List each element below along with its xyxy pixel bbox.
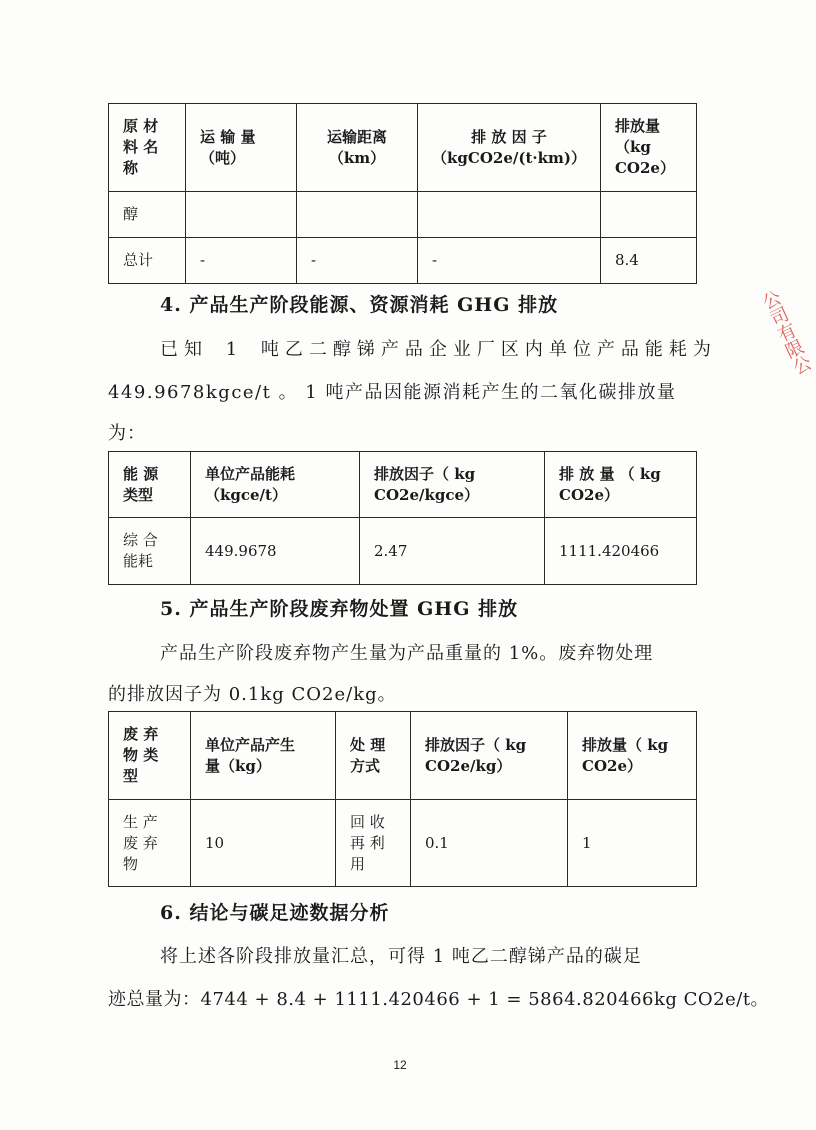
cell-text: 用 [350,854,366,873]
cell-factor: - [418,238,601,284]
header-text: 排放因子（ kg [425,735,527,754]
section-4-paragraph-line: 为： [108,423,146,444]
header-emission-factor [411,712,568,800]
cell-quantity [186,192,297,238]
table-row [109,800,697,887]
cell-text: 再 利 [350,833,385,852]
header-text: 排放量（ kg [582,735,669,754]
cell-text: 废 弃 [123,833,158,852]
cell-text: 能耗 [123,552,154,570]
section-5-heading: 5. 产品生产阶段废弃物处置 GHG 排放 [160,598,519,620]
section-4-paragraph-line: 449.9678kgce/t 。 1 吨产品因能源消耗产生的二氧化碳排放量 [108,382,677,403]
section-4-heading: 4. 产品生产阶段能源、资源消耗 GHG 排放 [160,294,559,316]
waste-disposal-table [108,711,697,887]
header-text: 料 名 [123,138,159,156]
page-number: 12 [393,1058,407,1072]
cell-emission: 8.4 [600,238,696,284]
header-emission-amount [545,452,697,518]
header-treatment [336,712,411,800]
cell-unit-energy: 449.9678 [191,518,360,585]
table-row-total [109,238,697,284]
header-text: CO2e） [614,159,675,177]
header-text: CO2e） [582,756,642,775]
company-seal-stamp [752,287,814,460]
header-text: （km） [328,148,386,167]
header-unit-waste [191,712,336,800]
header-text: （kgce/t） [205,485,287,504]
header-text: 单位产品能耗 [205,464,296,483]
seal-text: 公司有限公 [756,287,814,379]
cell-energy-type [109,518,191,585]
header-text: 处 理 [350,735,386,754]
header-text: 排 放 因 子 [471,127,547,146]
table-row [109,518,697,585]
section-5-paragraph-line: 产品生产阶段废弃物产生量为产品重量的 1%。废弃物处理 [160,643,654,664]
raw-material-transport-table [108,103,697,284]
cell-distance [297,192,418,238]
header-transport-distance [297,104,418,192]
header-emission-factor [418,104,601,192]
header-text: 排放量（kg [614,117,660,156]
header-text: CO2e/kg） [425,756,512,775]
cell-factor: 0.1 [411,800,568,887]
cell-factor: 2.47 [360,518,545,585]
header-text: 类型 [123,485,154,504]
header-material-name [109,104,186,192]
cell-treatment [336,800,411,887]
section-4-paragraph-line: 已知 1 吨乙二醇锑产品企业厂区内单位产品能耗为 [160,339,717,360]
energy-consumption-table [108,451,697,585]
header-unit-energy [191,452,360,518]
table-row [109,192,697,238]
header-text: 方式 [350,756,381,775]
header-emission-factor [360,452,545,518]
cell-emission: 1 [568,800,697,887]
header-text: 运输距离 [326,127,387,146]
header-text: CO2e/kgce） [374,485,480,504]
header-text: 排 放 量 （ kg [559,464,661,483]
cell-emission [600,192,696,238]
cell-unit-waste: 10 [191,800,336,887]
section-5-paragraph-line: 的排放因子为 0.1kg CO2e/kg。 [108,684,397,705]
header-text: （吨） [200,148,246,167]
cell-quantity: - [186,238,297,284]
section-6-paragraph-line: 将上述各阶段排放量汇总，可得 1 吨乙二醇锑产品的碳足 [160,946,642,967]
section-6-paragraph-line: 迹总量为：4744 + 8.4 + 1111.420466 + 1 = 5864.820466kg CO2e/t。 [108,989,770,1010]
header-text: 称 [123,159,139,177]
header-text: （kgCO2e/(t·km)） [432,148,586,167]
header-text: 能 源 [123,464,159,483]
cell-distance: - [297,238,418,284]
header-text: 量（kg） [205,756,271,775]
cell-text: 回 收 [350,812,385,831]
header-emission-amount [600,104,696,192]
header-text: 型 [123,767,139,785]
header-text: CO2e） [559,485,619,504]
header-waste-type [109,712,191,800]
cell-text: 物 [123,854,139,873]
header-text: 运 输 量 [200,127,256,146]
header-transport-quantity [186,104,297,192]
cell-material: 醇 [109,192,186,238]
header-text: 排放因子（ kg [374,464,476,483]
cell-factor [418,192,601,238]
header-text: 单位产品产生 [205,735,296,754]
header-text: 物 类 [123,746,159,764]
cell-emission: 1111.420466 [545,518,697,585]
cell-text: 生 产 [123,812,158,831]
cell-text: 综 合 [123,531,158,549]
cell-total-label: 总计 [109,238,186,284]
header-text: 原 材 [123,117,159,135]
header-text: 废 弃 [123,725,159,743]
section-6-heading: 6. 结论与碳足迹数据分析 [160,902,390,924]
header-emission-amount [568,712,697,800]
header-energy-type [109,452,191,518]
cell-waste-type [109,800,191,887]
